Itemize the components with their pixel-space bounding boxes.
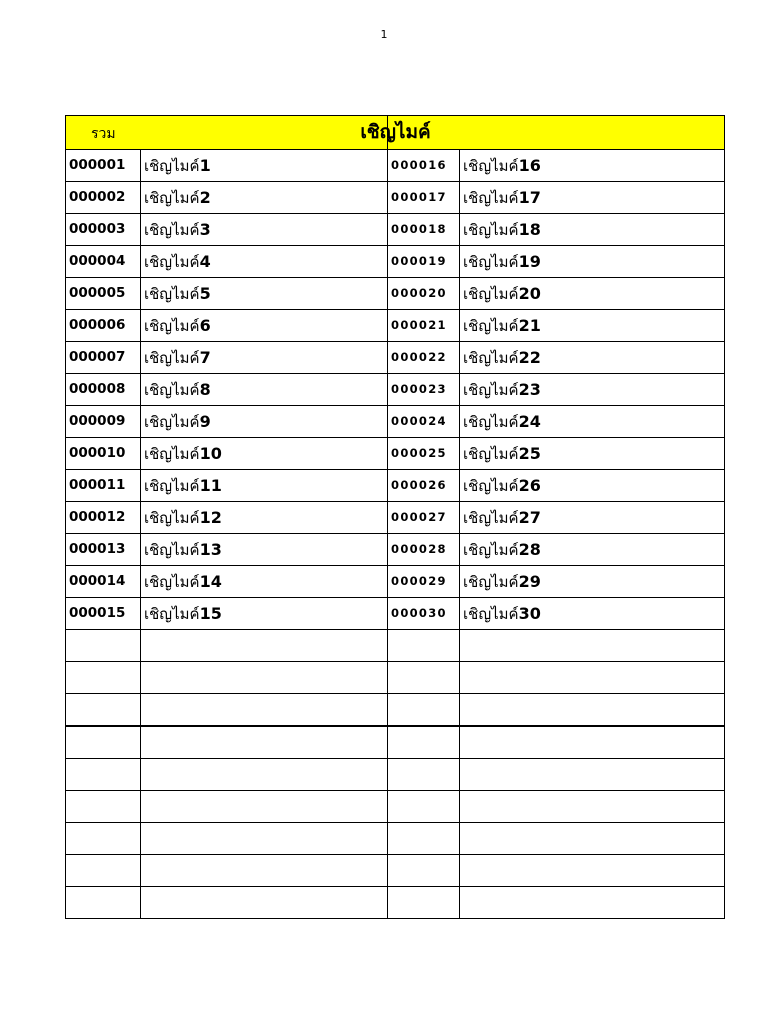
table-row xyxy=(66,406,725,438)
name-cell-left xyxy=(141,534,388,566)
code-cell-left xyxy=(66,342,141,374)
name-cell-left xyxy=(141,214,388,246)
table-row xyxy=(66,502,725,534)
name-number-right: 17 xyxy=(518,187,541,207)
name-cell-left xyxy=(141,630,388,662)
name-number-right: 22 xyxy=(518,347,541,367)
code-right: 000020 xyxy=(391,285,447,300)
code-cell-right xyxy=(388,726,460,759)
code-cell-right xyxy=(388,887,460,919)
name-cell-right xyxy=(460,855,725,887)
code-left: 000004 xyxy=(69,252,126,269)
name-cell-right xyxy=(460,662,725,694)
name-text-left: เชิญไมค์ xyxy=(144,604,200,623)
code-cell-right xyxy=(388,791,460,823)
name-cell-left xyxy=(141,855,388,887)
code-left: 000005 xyxy=(69,284,126,301)
name-number-right: 26 xyxy=(518,475,541,495)
table-row xyxy=(66,566,725,598)
code-left: 000013 xyxy=(69,540,126,557)
table-row xyxy=(66,214,725,246)
table-row xyxy=(66,887,725,919)
table-row xyxy=(66,182,725,214)
code-cell-right xyxy=(388,662,460,694)
name-number-left: 8 xyxy=(199,379,211,399)
table-row xyxy=(66,342,725,374)
name-cell-right xyxy=(460,246,725,278)
name-text-left: เชิญไมค์ xyxy=(144,540,200,559)
code-left: 000001 xyxy=(69,156,126,173)
name-number-left: 2 xyxy=(199,187,211,207)
code-cell-right xyxy=(388,855,460,887)
name-cell-right xyxy=(460,726,725,759)
code-right: 000018 xyxy=(391,221,447,236)
name-text-right: เชิญไมค์ xyxy=(463,604,519,623)
table-row xyxy=(66,630,725,662)
page-number: 1 xyxy=(380,28,388,41)
code-cell-right xyxy=(388,214,460,246)
name-text-left: เชิญไมค์ xyxy=(144,508,200,527)
name-cell-left xyxy=(141,791,388,823)
header-left-cell xyxy=(66,116,431,150)
name-text-right: เชิญไมค์ xyxy=(463,188,519,207)
name-text-right: เชิญไมค์ xyxy=(463,380,519,399)
name-cell-right xyxy=(460,759,725,791)
name-cell-right xyxy=(460,214,725,246)
name-number-left: 5 xyxy=(199,283,211,303)
table-row xyxy=(66,823,725,855)
name-cell-right xyxy=(460,502,725,534)
name-cell-right xyxy=(460,374,725,406)
name-cell-left xyxy=(141,759,388,791)
code-cell-right xyxy=(388,759,460,791)
code-cell-left xyxy=(66,662,141,694)
table-row xyxy=(66,791,725,823)
code-cell-left xyxy=(66,726,141,759)
code-left: 000008 xyxy=(69,380,126,397)
name-cell-left xyxy=(141,438,388,470)
code-cell-left xyxy=(66,534,141,566)
name-cell-left xyxy=(141,374,388,406)
table-row xyxy=(66,534,725,566)
name-number-left: 11 xyxy=(199,475,222,495)
code-cell-right xyxy=(388,246,460,278)
name-cell-right xyxy=(460,598,725,630)
code-cell-right xyxy=(388,823,460,855)
name-cell-right xyxy=(460,278,725,310)
name-cell-left xyxy=(141,726,388,759)
name-text-left: เชิญไมค์ xyxy=(144,476,200,495)
name-text-left: เชิญไมค์ xyxy=(144,284,200,303)
code-cell-left xyxy=(66,150,141,182)
name-text-left: เชิญไมค์ xyxy=(144,156,200,175)
name-cell-right xyxy=(460,310,725,342)
code-left: 000002 xyxy=(69,188,126,205)
code-cell-left xyxy=(66,823,141,855)
code-cell-right xyxy=(388,470,460,502)
code-cell-left xyxy=(66,791,141,823)
name-number-right: 18 xyxy=(518,219,541,239)
name-cell-right xyxy=(460,150,725,182)
name-text-left: เชิญไมค์ xyxy=(144,412,200,431)
name-cell-right xyxy=(460,438,725,470)
code-cell-right xyxy=(388,630,460,662)
code-cell-right xyxy=(388,534,460,566)
code-left: 000015 xyxy=(69,604,126,621)
code-right: 000017 xyxy=(391,189,447,204)
code-cell-left xyxy=(66,598,141,630)
name-number-right: 20 xyxy=(518,283,541,303)
name-cell-left xyxy=(141,662,388,694)
name-cell-right xyxy=(460,823,725,855)
table-row xyxy=(66,310,725,342)
name-text-right: เชิญไมค์ xyxy=(463,252,519,271)
code-right: 000023 xyxy=(391,381,447,396)
code-cell-left xyxy=(66,470,141,502)
name-text-right: เชิญไมค์ xyxy=(463,284,519,303)
code-left: 000014 xyxy=(69,572,126,589)
name-cell-left xyxy=(141,406,388,438)
name-number-left: 3 xyxy=(199,219,211,239)
code-right: 000016 xyxy=(391,157,447,172)
name-cell-right xyxy=(460,182,725,214)
name-number-left: 1 xyxy=(199,155,211,175)
code-cell-left xyxy=(66,246,141,278)
code-left: 000010 xyxy=(69,444,126,461)
code-right: 000028 xyxy=(391,541,447,556)
name-cell-right xyxy=(460,406,725,438)
name-number-right: 19 xyxy=(518,251,541,271)
code-right: 000021 xyxy=(391,317,447,332)
table-row xyxy=(66,855,725,887)
code-right: 000019 xyxy=(391,253,447,268)
header-right-cell xyxy=(388,116,725,150)
name-cell-left xyxy=(141,182,388,214)
name-number-right: 21 xyxy=(518,315,541,335)
name-cell-right xyxy=(460,470,725,502)
code-cell-right xyxy=(388,278,460,310)
name-cell-left xyxy=(141,470,388,502)
name-number-right: 28 xyxy=(518,539,541,559)
table-row xyxy=(66,759,725,791)
table-row xyxy=(66,374,725,406)
code-cell-left xyxy=(66,630,141,662)
name-cell-left xyxy=(141,246,388,278)
name-text-right: เชิญไมค์ xyxy=(463,316,519,335)
code-cell-left xyxy=(66,566,141,598)
name-number-right: 16 xyxy=(518,155,541,175)
name-text-right: เชิญไมค์ xyxy=(463,220,519,239)
name-cell-right xyxy=(460,791,725,823)
table-row xyxy=(66,598,725,630)
code-cell-right xyxy=(388,406,460,438)
code-right: 000025 xyxy=(391,445,447,460)
code-cell-left xyxy=(66,310,141,342)
name-number-left: 15 xyxy=(199,603,222,623)
name-cell-left xyxy=(141,566,388,598)
name-text-right: เชิญไมค์ xyxy=(463,444,519,463)
code-cell-left xyxy=(66,182,141,214)
name-text-right: เชิญไมค์ xyxy=(463,412,519,431)
name-text-left: เชิญไมค์ xyxy=(144,444,200,463)
name-cell-right xyxy=(460,566,725,598)
table-row xyxy=(66,470,725,502)
name-text-right: เชิญไมค์ xyxy=(463,156,519,175)
name-text-left: เชิญไมค์ xyxy=(144,572,200,591)
code-cell-left xyxy=(66,214,141,246)
table-row xyxy=(66,662,725,694)
code-left: 000007 xyxy=(69,348,126,365)
name-text-right: เชิญไมค์ xyxy=(463,508,519,527)
name-number-right: 29 xyxy=(518,571,541,591)
code-cell-right xyxy=(388,598,460,630)
name-number-left: 7 xyxy=(199,347,211,367)
name-cell-right xyxy=(460,342,725,374)
code-cell-right xyxy=(388,182,460,214)
code-right: 000022 xyxy=(391,349,447,364)
name-number-left: 9 xyxy=(199,411,211,431)
name-cell-left xyxy=(141,887,388,919)
name-number-left: 13 xyxy=(199,539,222,559)
code-cell-left xyxy=(66,855,141,887)
name-number-left: 10 xyxy=(199,443,222,463)
code-cell-left xyxy=(66,374,141,406)
name-text-right: เชิญไมค์ xyxy=(463,572,519,591)
table-title: เชิญไมค์ xyxy=(360,121,431,143)
code-right: 000027 xyxy=(391,509,447,524)
code-cell-left xyxy=(66,759,141,791)
code-left: 000011 xyxy=(69,476,126,493)
table-row xyxy=(66,694,725,727)
code-left: 000003 xyxy=(69,220,126,237)
name-cell-left xyxy=(141,823,388,855)
name-text-right: เชิญไมค์ xyxy=(463,348,519,367)
name-cell-left xyxy=(141,150,388,182)
name-number-right: 27 xyxy=(518,507,541,527)
name-cell-left xyxy=(141,694,388,727)
name-text-left: เชิญไมค์ xyxy=(144,188,200,207)
name-number-right: 23 xyxy=(518,379,541,399)
code-cell-right xyxy=(388,694,460,727)
name-text-left: เชิญไมค์ xyxy=(144,316,200,335)
name-cell-right xyxy=(460,694,725,727)
name-cell-left xyxy=(141,502,388,534)
name-text-left: เชิญไมค์ xyxy=(144,252,200,271)
code-cell-left xyxy=(66,887,141,919)
code-left: 000009 xyxy=(69,412,126,429)
name-cell-right xyxy=(460,630,725,662)
code-cell-right xyxy=(388,566,460,598)
name-cell-right xyxy=(460,887,725,919)
code-cell-right xyxy=(388,502,460,534)
code-cell-right xyxy=(388,438,460,470)
code-right: 000030 xyxy=(391,605,447,620)
total-label: รวม xyxy=(91,125,116,142)
code-cell-left xyxy=(66,502,141,534)
name-text-right: เชิญไมค์ xyxy=(463,540,519,559)
name-text-left: เชิญไมค์ xyxy=(144,380,200,399)
name-cell-left xyxy=(141,310,388,342)
code-cell-left xyxy=(66,438,141,470)
code-cell-left xyxy=(66,406,141,438)
name-text-left: เชิญไมค์ xyxy=(144,220,200,239)
name-text-left: เชิญไมค์ xyxy=(144,348,200,367)
table-row xyxy=(66,438,725,470)
code-right: 000026 xyxy=(391,477,447,492)
table-row xyxy=(66,150,725,182)
code-left: 000006 xyxy=(69,316,126,333)
code-cell-right xyxy=(388,310,460,342)
name-number-right: 30 xyxy=(518,603,541,623)
name-cell-left xyxy=(141,342,388,374)
code-cell-right xyxy=(388,374,460,406)
code-left: 000012 xyxy=(69,508,126,525)
name-number-left: 6 xyxy=(199,315,211,335)
name-cell-left xyxy=(141,278,388,310)
name-number-right: 25 xyxy=(518,443,541,463)
name-number-left: 4 xyxy=(199,251,211,271)
table-row xyxy=(66,246,725,278)
code-right: 000024 xyxy=(391,413,447,428)
table-header-row xyxy=(66,116,725,150)
name-cell-left xyxy=(141,598,388,630)
code-cell-left xyxy=(66,694,141,727)
mic-invite-table xyxy=(65,115,725,919)
code-cell-right xyxy=(388,150,460,182)
table-row xyxy=(66,278,725,310)
code-right: 000029 xyxy=(391,573,447,588)
name-number-left: 12 xyxy=(199,507,222,527)
code-cell-right xyxy=(388,342,460,374)
name-cell-right xyxy=(460,534,725,566)
name-number-right: 24 xyxy=(518,411,541,431)
table-row xyxy=(66,726,725,759)
name-number-left: 14 xyxy=(199,571,222,591)
name-text-right: เชิญไมค์ xyxy=(463,476,519,495)
code-cell-left xyxy=(66,278,141,310)
